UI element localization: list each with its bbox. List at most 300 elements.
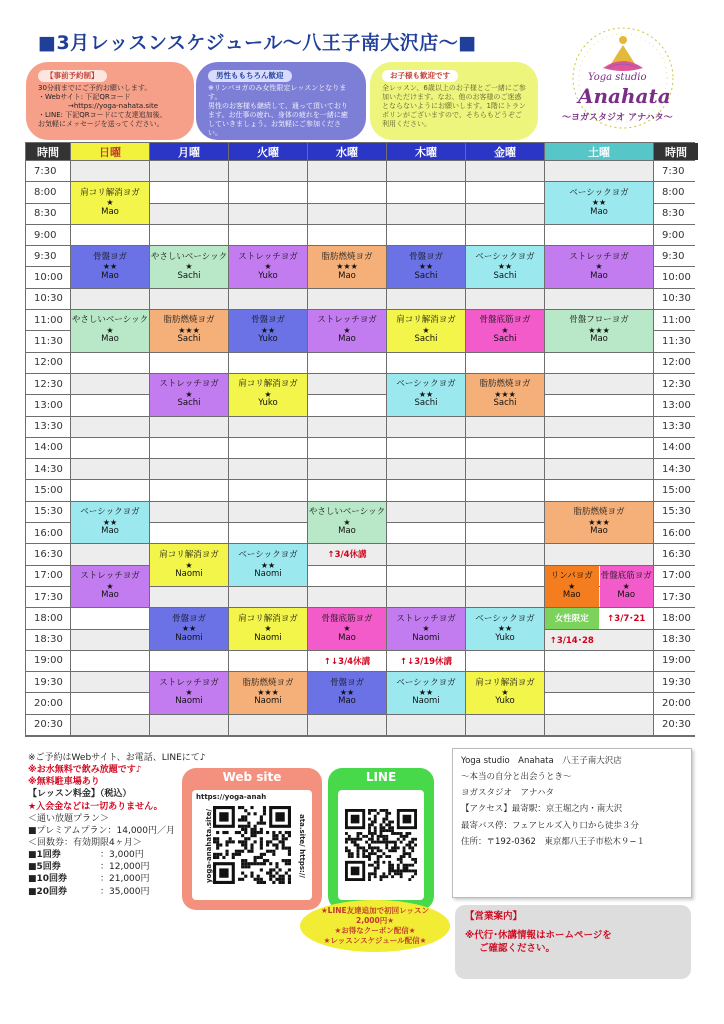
time-label: 13:30	[26, 417, 70, 437]
lesson-name: 脂肪燃焼ヨガ	[321, 251, 373, 262]
lesson-block[interactable]	[71, 310, 149, 352]
time-label: 9:30	[26, 246, 70, 266]
day-header: 金曜	[466, 143, 544, 160]
business-info-card	[455, 905, 691, 979]
cancellation-note: 女性限定	[545, 608, 599, 628]
empty-slot	[387, 502, 465, 522]
empty-slot	[545, 225, 653, 245]
time-label: 14:30	[26, 459, 70, 479]
empty-slot	[387, 566, 465, 586]
empty-slot	[466, 459, 544, 479]
logo-line2: Anahata	[578, 84, 671, 108]
lesson-instructor: Mao	[562, 590, 581, 600]
lesson-instructor: Yuko	[258, 270, 278, 281]
lesson-level-stars: ★	[264, 624, 272, 634]
lesson-block[interactable]	[150, 544, 228, 586]
day-header: 日曜	[71, 143, 149, 160]
lesson-instructor: Mao	[590, 270, 608, 281]
empty-slot	[150, 502, 228, 522]
lesson-block[interactable]	[545, 310, 653, 352]
lesson-name: ベーシックヨガ	[569, 187, 629, 198]
time-label: 16:00	[654, 523, 698, 543]
lesson-instructor: Mao	[338, 696, 356, 707]
lesson-level-stars: ★★★	[257, 688, 279, 698]
empty-slot	[545, 395, 653, 415]
empty-slot	[229, 417, 307, 437]
lesson-name: 肩コリ解消ヨガ	[80, 187, 140, 198]
lesson-level-stars: ★	[106, 326, 114, 336]
kids-welcome-bubble	[370, 62, 538, 140]
time-label: 18:30	[654, 630, 698, 650]
lesson-instructor: Naomi	[175, 632, 203, 643]
lesson-block[interactable]	[150, 672, 228, 714]
logo-line1: Yoga studio	[588, 72, 647, 83]
lesson-block[interactable]	[545, 182, 653, 224]
lesson-level-stars: ★★	[102, 262, 118, 272]
lesson-block[interactable]	[545, 246, 653, 288]
address-line: ヨガスタジオ アナハタ	[461, 788, 554, 799]
lesson-level-stars: ★	[568, 581, 576, 591]
lesson-name: 肩コリ解消ヨガ	[238, 379, 298, 390]
lesson-level-stars: ★★	[260, 560, 276, 570]
empty-slot	[229, 353, 307, 373]
lesson-block[interactable]	[150, 608, 228, 650]
promo-line: ★お得なクーポン配信★	[334, 926, 416, 935]
lesson-block[interactable]	[387, 672, 465, 714]
lesson-instructor: Mao	[338, 526, 356, 537]
empty-slot	[150, 438, 228, 458]
info-line: ※お水無料で飲み放題です♪	[28, 765, 142, 776]
empty-slot	[229, 502, 307, 522]
lesson-instructor: Yuko	[258, 334, 278, 345]
lesson-block[interactable]	[229, 246, 307, 288]
lesson-instructor: Sachi	[177, 334, 201, 345]
lesson-name: やさしいベーシック	[308, 507, 386, 518]
time-label: 10:30	[654, 289, 698, 309]
empty-slot	[545, 480, 653, 500]
lesson-level-stars: ★	[185, 560, 193, 570]
empty-slot	[466, 523, 544, 543]
lesson-instructor: Mao	[590, 526, 608, 537]
info-line: ※無料駐車場あり	[28, 777, 100, 788]
lesson-name: 肩コリ解消ヨガ	[159, 549, 219, 560]
lesson-level-stars: ★★	[418, 390, 434, 400]
time-label: 19:30	[26, 672, 70, 692]
lesson-block[interactable]	[71, 182, 149, 224]
lesson-block[interactable]	[229, 544, 307, 586]
empty-slot	[308, 374, 386, 394]
empty-slot	[150, 459, 228, 479]
lesson-block[interactable]	[387, 310, 465, 352]
lesson-name: 脂肪燃焼ヨガ	[242, 677, 294, 688]
lesson-block[interactable]	[466, 608, 544, 650]
lesson-block[interactable]	[387, 374, 465, 416]
cancellation-note: ↑3/4休講	[327, 550, 367, 561]
lesson-level-stars: ★★	[497, 624, 513, 634]
lesson-name: ストレッチヨガ	[238, 251, 298, 262]
time-label: 10:00	[654, 267, 698, 287]
info-line: ＜回数券：有効期限4ヶ月＞	[28, 837, 142, 848]
lesson-block[interactable]	[466, 246, 544, 288]
website-qr-code-icon[interactable]	[213, 806, 291, 884]
time-label: 19:00	[26, 651, 70, 671]
kids-welcome-title: お子様も歓迎です	[382, 70, 458, 82]
empty-slot	[545, 161, 653, 181]
empty-slot	[71, 353, 149, 373]
time-label: 18:00	[654, 608, 698, 628]
lesson-block[interactable]	[545, 566, 599, 608]
info-line: ★入会金などは一切ありません。	[28, 801, 163, 812]
empty-slot	[308, 459, 386, 479]
lesson-block[interactable]	[308, 246, 386, 288]
empty-slot	[229, 480, 307, 500]
reservation-bubble	[26, 62, 194, 140]
lesson-name: ストレッチヨガ	[317, 315, 377, 326]
reservation-line: ・LINE: 下記QRコードにて友達追加後、	[38, 111, 167, 120]
lesson-block[interactable]	[387, 608, 465, 650]
lesson-instructor: Naomi	[175, 568, 203, 579]
lesson-block[interactable]	[466, 374, 544, 416]
empty-slot	[229, 587, 307, 607]
empty-slot	[71, 693, 149, 713]
empty-slot	[229, 289, 307, 309]
price-label: ■1回券	[28, 850, 61, 861]
empty-slot	[150, 417, 228, 437]
empty-slot	[387, 225, 465, 245]
lesson-block[interactable]	[150, 246, 228, 288]
lesson-level-stars: ★★	[339, 688, 355, 698]
lesson-instructor: Mao	[101, 206, 119, 217]
time-label: 15:30	[654, 502, 698, 522]
empty-slot	[387, 715, 465, 735]
lesson-instructor: Sachi	[414, 270, 438, 281]
lesson-name: 骨盤ヨガ	[171, 613, 206, 624]
lesson-instructor: Sachi	[493, 270, 517, 281]
lesson-block[interactable]	[308, 672, 386, 714]
lesson-level-stars: ★	[106, 581, 114, 591]
lesson-name: やさしいベーシック	[150, 251, 228, 262]
day-header: 土曜	[545, 143, 653, 160]
lesson-name: ベーシックヨガ	[396, 379, 456, 390]
empty-slot	[229, 523, 307, 543]
lesson-instructor: Naomi	[412, 696, 440, 707]
reservation-title: 【事前予約制】	[38, 70, 107, 82]
time-label: 12:30	[26, 374, 70, 394]
lesson-block[interactable]	[150, 310, 228, 352]
lesson-level-stars: ★★	[591, 198, 607, 208]
lesson-level-stars: ★★★	[336, 262, 358, 272]
info-line: ■プレミアムプラン：14,000円／月	[28, 825, 176, 836]
time-label: 19:00	[654, 651, 698, 671]
business-title: 【営業案内】	[465, 911, 523, 922]
lesson-name: 骨盤フローヨガ	[569, 315, 629, 326]
time-label: 18:00	[26, 608, 70, 628]
empty-slot	[71, 672, 149, 692]
price-value: ：12,000円	[100, 862, 150, 873]
time-label: 18:30	[26, 630, 70, 650]
empty-slot	[387, 289, 465, 309]
kids-welcome-line: 全レッスン、6歳以上のお子様とご一緒にご参加いただけます。なお、他のお客様のご迷惑とならないようにお願いします。1階にトランポリンがございますので、そちらもどうぞご利用ください。	[382, 83, 526, 129]
price-value: ：21,000円	[100, 874, 150, 885]
lesson-level-stars: ★	[185, 262, 193, 272]
lesson-name: ベーシックヨガ	[475, 613, 535, 624]
empty-slot	[150, 353, 228, 373]
lesson-name: やさしいベーシック	[71, 315, 149, 326]
empty-slot	[71, 544, 149, 564]
empty-slot	[545, 438, 653, 458]
day-header: 火曜	[229, 143, 307, 160]
time-label: 9:30	[654, 246, 698, 266]
empty-slot	[387, 480, 465, 500]
empty-slot	[150, 715, 228, 735]
empty-slot	[466, 566, 544, 586]
empty-slot	[308, 480, 386, 500]
empty-slot	[71, 374, 149, 394]
empty-slot	[71, 438, 149, 458]
website-qr-frame	[192, 790, 312, 900]
lesson-block[interactable]	[71, 502, 149, 544]
lesson-name: ストレッチヨガ	[396, 613, 456, 624]
lesson-instructor: Mao	[590, 206, 608, 217]
empty-slot	[387, 438, 465, 458]
empty-slot	[466, 651, 544, 671]
empty-slot	[150, 523, 228, 543]
empty-slot	[466, 417, 544, 437]
lesson-block[interactable]	[545, 502, 653, 544]
empty-slot	[150, 182, 228, 202]
empty-slot	[308, 417, 386, 437]
info-line: ※ご予約はWebサイト、お電話、LINEにて♪	[28, 753, 206, 763]
lesson-name: 脂肪燃焼ヨガ	[163, 315, 215, 326]
lesson-instructor: Mao	[338, 270, 356, 281]
lesson-level-stars: ★★	[102, 517, 118, 527]
cancellation-note: ↑↓3/4休講	[323, 656, 371, 667]
website-url-bottom: yoga-anahata.site/	[205, 808, 214, 884]
lesson-name: 骨盤ヨガ	[329, 677, 364, 688]
lesson-block[interactable]	[466, 310, 544, 352]
lesson-instructor: Yuko	[495, 632, 515, 643]
lesson-name: 骨盤底筋ヨガ	[479, 315, 531, 326]
time-label: 11:00	[26, 310, 70, 330]
line-qr-code-icon[interactable]	[345, 809, 417, 881]
lesson-instructor: Naomi	[254, 632, 282, 643]
empty-slot	[229, 182, 307, 202]
empty-slot	[387, 459, 465, 479]
empty-slot	[71, 161, 149, 181]
lesson-instructor: Naomi	[412, 632, 440, 643]
lesson-name: 骨盤ヨガ	[92, 251, 127, 262]
empty-slot	[387, 182, 465, 202]
time-label: 16:00	[26, 523, 70, 543]
lesson-block[interactable]	[229, 374, 307, 416]
time-label: 9:00	[654, 225, 698, 245]
lesson-name: 骨盤底筋ヨガ	[321, 613, 373, 624]
line-promo-callout	[300, 900, 450, 952]
website-qr-label: Web site	[222, 770, 282, 784]
lesson-level-stars: ★★★	[178, 326, 200, 336]
price-label: ■10回券	[28, 874, 68, 885]
lesson-level-stars: ★★★	[588, 517, 610, 527]
info-line: ＜通い放題プラン＞	[28, 813, 110, 824]
lesson-level-stars: ★	[422, 326, 430, 336]
lesson-block[interactable]	[229, 608, 307, 650]
website-url-side: ata.site/ https://	[298, 814, 307, 878]
empty-slot	[71, 459, 149, 479]
time-label: 20:30	[26, 715, 70, 735]
lesson-instructor: Naomi	[254, 696, 282, 707]
lesson-schedule-table	[25, 142, 695, 737]
lesson-instructor: Sachi	[414, 334, 438, 345]
time-label: 16:30	[654, 544, 698, 564]
line-qr-frame	[338, 790, 424, 900]
empty-slot	[545, 672, 653, 692]
empty-slot	[545, 715, 653, 735]
lesson-name: 肩コリ解消ヨガ	[396, 315, 456, 326]
lesson-block[interactable]	[229, 310, 307, 352]
lesson-block[interactable]	[71, 246, 149, 288]
lesson-block[interactable]	[466, 672, 544, 714]
lesson-level-stars: ★	[185, 688, 193, 698]
time-label: 12:30	[654, 374, 698, 394]
business-line: ※代行･休講情報はホームページを	[465, 929, 612, 941]
empty-slot	[466, 587, 544, 607]
lesson-instructor: Sachi	[177, 270, 201, 281]
lesson-block[interactable]	[308, 608, 386, 650]
lesson-level-stars: ★★	[418, 262, 434, 272]
time-label: 10:00	[26, 267, 70, 287]
price-label: ■5回券	[28, 862, 61, 873]
lesson-instructor: Sachi	[493, 398, 517, 409]
empty-slot	[545, 693, 653, 713]
lesson-block[interactable]	[387, 246, 465, 288]
page-title: ■3月レッスンスケジュール〜八王子南大沢店〜■	[38, 32, 477, 54]
time-label: 8:30	[654, 204, 698, 224]
lesson-name: 肩コリ解消ヨガ	[475, 677, 535, 688]
empty-slot	[308, 353, 386, 373]
lesson-name: ストレッチヨガ	[569, 251, 629, 262]
business-line: ご確認ください。	[479, 942, 556, 954]
lesson-instructor: Sachi	[177, 398, 201, 409]
empty-slot	[308, 566, 386, 586]
men-welcome-line: 男性のお客様も継続して、通って頂いております。お仕事の疲れ、身体の疲れを一緒に癒していきましょう。お気軽にご参加ください。	[208, 101, 348, 138]
empty-slot	[308, 161, 386, 181]
empty-slot	[545, 289, 653, 309]
lesson-level-stars: ★	[343, 517, 351, 527]
studio-logo	[548, 24, 698, 142]
empty-slot	[545, 374, 653, 394]
time-label: 7:30	[654, 161, 698, 181]
empty-slot	[229, 651, 307, 671]
price-value: ：3,000円	[100, 850, 144, 861]
lesson-block[interactable]	[308, 310, 386, 352]
time-label: 14:30	[654, 459, 698, 479]
empty-slot	[308, 289, 386, 309]
lesson-name: 脂肪燃焼ヨガ	[479, 379, 531, 390]
lesson-instructor: Sachi	[493, 334, 517, 345]
empty-slot	[229, 459, 307, 479]
promo-line: ★レッスンスケジュール配信★	[323, 936, 427, 946]
empty-slot	[545, 544, 653, 564]
reservation-url[interactable]: →https://yoga-nahata.site	[68, 101, 158, 110]
lesson-block[interactable]	[229, 672, 307, 714]
lesson-level-stars: ★	[622, 581, 630, 591]
empty-slot	[466, 204, 544, 224]
empty-slot	[545, 651, 653, 671]
empty-slot	[71, 608, 149, 628]
empty-slot	[466, 225, 544, 245]
time-column-header: 時間	[26, 143, 70, 160]
time-label: 9:00	[26, 225, 70, 245]
lesson-instructor: Mao	[101, 270, 119, 281]
empty-slot	[387, 587, 465, 607]
time-label: 14:00	[26, 438, 70, 458]
empty-slot	[71, 289, 149, 309]
empty-slot	[71, 417, 149, 437]
time-label: 17:00	[654, 566, 698, 586]
empty-slot	[466, 544, 544, 564]
empty-slot	[387, 417, 465, 437]
lesson-level-stars: ★	[106, 198, 114, 208]
lesson-name: 肩コリ解消ヨガ	[238, 613, 298, 624]
time-label: 8:00	[654, 182, 698, 202]
lesson-block[interactable]	[71, 566, 149, 608]
empty-slot	[150, 289, 228, 309]
time-label: 11:30	[26, 331, 70, 351]
lesson-level-stars: ★	[343, 326, 351, 336]
cancellation-note: ↑3/7･21	[607, 614, 646, 625]
lesson-level-stars: ★	[185, 390, 193, 400]
lesson-name: 脂肪燃焼ヨガ	[573, 507, 625, 518]
lesson-instructor: Yuko	[495, 696, 515, 707]
website-qr-card[interactable]	[182, 768, 322, 910]
empty-slot	[545, 417, 653, 437]
empty-slot	[229, 225, 307, 245]
empty-slot	[150, 225, 228, 245]
lesson-name: リンパヨガ	[550, 571, 593, 582]
promo-line: ★LINE友達追加で初回レッスン	[320, 905, 430, 915]
time-label: 12:00	[26, 353, 70, 373]
empty-slot	[308, 182, 386, 202]
address-line: 【アクセス】最寄駅：京王堀之内・南大沢	[461, 804, 623, 815]
time-label: 13:00	[26, 395, 70, 415]
lesson-block[interactable]	[308, 502, 386, 544]
men-welcome-bubble	[196, 62, 366, 140]
lesson-instructor: Sachi	[414, 398, 438, 409]
time-label: 11:00	[654, 310, 698, 330]
empty-slot	[308, 204, 386, 224]
lesson-block[interactable]	[150, 374, 228, 416]
lesson-instructor: Mao	[590, 334, 608, 345]
time-label: 13:00	[654, 395, 698, 415]
lesson-name: ベーシックヨガ	[80, 507, 140, 518]
time-label: 13:30	[654, 417, 698, 437]
empty-slot	[229, 438, 307, 458]
line-qr-card[interactable]	[328, 768, 434, 910]
men-welcome-title: 男性ももちろん歓迎	[208, 70, 292, 82]
lesson-block[interactable]	[600, 566, 654, 608]
address-line: 住所：〒192-0362 東京都八王子市松木９−１	[461, 836, 646, 847]
time-label: 15:00	[26, 480, 70, 500]
empty-slot	[150, 651, 228, 671]
lesson-level-stars: ★★	[497, 262, 513, 272]
reservation-line: ・Webサイト: 下記QRコード	[38, 92, 131, 101]
website-url-top: https://yoga-anah	[196, 793, 267, 801]
time-label: 16:30	[26, 544, 70, 564]
time-label: 10:30	[26, 289, 70, 309]
empty-slot	[466, 353, 544, 373]
empty-slot	[466, 161, 544, 181]
time-label: 20:30	[654, 715, 698, 735]
